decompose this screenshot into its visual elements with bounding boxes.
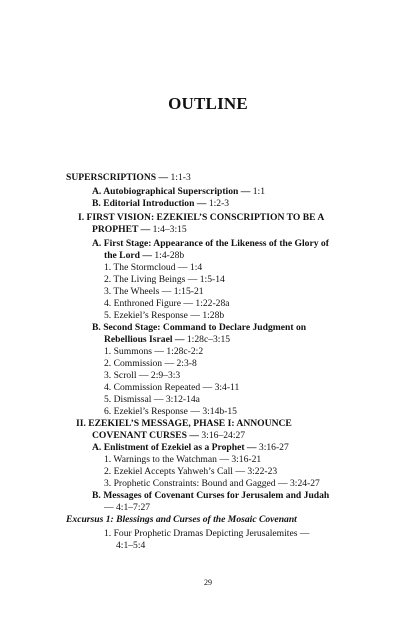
outline-line: 2. Commission — 2:3-8 — [104, 358, 197, 369]
outline-line: 4:1–5:4 — [116, 540, 146, 551]
outline-line: — 4:1–7:27 — [104, 502, 151, 513]
outline-line: B. Messages of Covenant Curses for Jerusalem and Judah — [92, 490, 330, 501]
outline-line: Rebellious Israel — 1:28c–3:15 — [104, 334, 231, 345]
outline-line: 3. The Wheels — 1:15-21 — [104, 286, 204, 297]
outline-line: the Lord — 1:4-28b — [104, 250, 185, 261]
outline-line: 5. Ezekiel’s Response — 1:28b — [104, 310, 225, 321]
outline-line: 2. Ezekiel Accepts Yahweh’s Call — 3:22-23 — [104, 466, 278, 477]
outline-line: 5. Dismissal — 3:12-14a — [104, 394, 200, 405]
outline-line: 1. Four Prophetic Dramas Depicting Jerusalemites — — [104, 528, 310, 539]
outline-line: 4. Enthroned Figure — 1:22-28a — [104, 298, 230, 309]
outline-line: I. FIRST VISION: EZEKIEL’S CONSCRIPTION TO BE A — [78, 212, 325, 223]
outline-line: II. EZEKIEL’S MESSAGE, PHASE I: ANNOUNCE — [76, 418, 292, 429]
outline-line: A. First Stage: Appearance of the Likeness of the Glory of — [92, 238, 329, 249]
outline-line: 1. Warnings to the Watchman — 3:16-21 — [104, 454, 262, 465]
outline-line: 3. Prophetic Constraints: Bound and Gagged — 3:24-27 — [104, 478, 320, 489]
outline-line: A. Enlistment of Ezekiel as a Prophet — 3:16-27 — [92, 442, 289, 453]
outline-line: 2. The Living Beings — 1:5-14 — [104, 274, 225, 285]
outline-line: SUPERSCRIPTIONS — 1:1-3 — [66, 172, 191, 183]
outline-line: 1. Summons — 1:28c-2:2 — [104, 346, 204, 357]
outline-line: A. Autobiographical Superscription — 1:1 — [92, 186, 265, 197]
page-number: 29 — [204, 578, 212, 587]
page-title: OUTLINE — [168, 94, 248, 113]
outline-line: B. Second Stage: Command to Declare Judgment on — [92, 322, 307, 333]
outline-line: Excursus 1: Blessings and Curses of the Mosaic Covenant — [66, 514, 297, 525]
outline-line: 3. Scroll — 2:9–3:3 — [104, 370, 181, 381]
outline-line: 1. The Stormcloud — 1:4 — [104, 262, 203, 273]
outline-line: 4. Commission Repeated — 3:4-11 — [104, 382, 240, 393]
outline-line: PROPHET — 1:4–3:15 — [92, 224, 187, 235]
outline-line: 6. Ezekiel’s Response — 3:14b-15 — [104, 406, 237, 417]
outline-line: COVENANT CURSES — 3:16–24:27 — [92, 430, 246, 441]
outline-line: B. Editorial Introduction — 1:2-3 — [92, 198, 230, 209]
